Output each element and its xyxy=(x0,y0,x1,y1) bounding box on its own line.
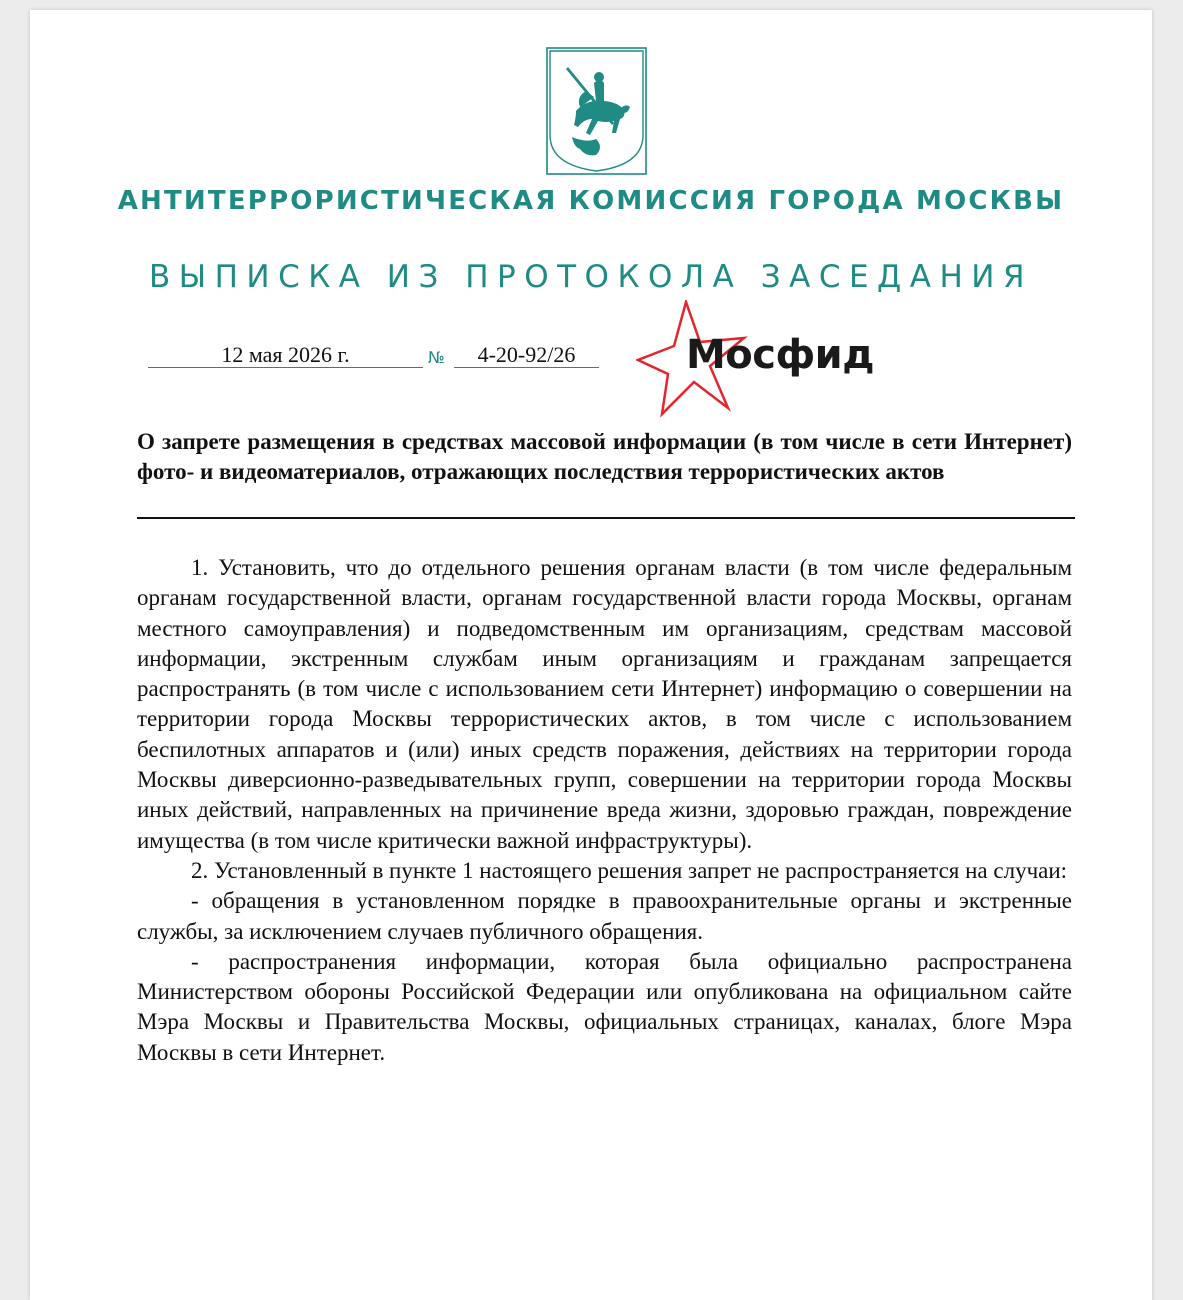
document-page xyxy=(30,10,1152,1300)
document-number: 4-20-92/26 xyxy=(454,342,599,368)
watermark-logo-text: Мосфид xyxy=(686,332,875,378)
subject-divider xyxy=(137,517,1075,519)
document-type-title: ВЫПИСКА ИЗ ПРОТОКОЛА ЗАСЕДАНИЯ xyxy=(148,259,1034,295)
number-sign: № xyxy=(428,348,445,367)
paragraph-2: 2. Установленный в пункте 1 настоящего решения запрет не распространяется на случаи: xyxy=(191,857,1068,883)
organization-title: АНТИТЕРРОРИСТИЧЕСКАЯ КОМИССИЯ ГОРОДА МОСКВЫ xyxy=(117,186,1065,216)
paragraph-4: - распространения информации, которая была официально распространена Министерством обороны Российской Федерации или опубликована на официальном сайте Мэра Москвы и Правительства Москвы, официальных страницах, каналах, блоге Мэра Москвы в сети Интернет. xyxy=(137,948,1072,1065)
document-date: 12 мая 2026 г. xyxy=(148,342,423,368)
document-body xyxy=(137,553,1072,1068)
paragraph-1: 1. Установить, что до отдельного решения органам власти (в том числе федеральным органам государственной власти, органам государственной власти города Москвы, органам местного самоуправления) и подведомственным им организациям, средствам массовой информации, экстренным службам иным организациям и гражданам запрещается распространять (в том числе с использованием сети Интернет) информацию о совершении на территории города Москвы террористических актов, в том числе с использованием беспилотных аппаратов и (или) иных средств поражения, действиях на территории города Москвы диверсионно-разведывательных групп, совершении на территории города Москвы иных действий, направленных на причинение вреда жизни, здоровью граждан, повреждение имущества (в том числе критически важной инфраструктуры). xyxy=(137,555,1072,853)
paragraph-3: - обращения в установленном порядке в правоохранительные органы и экстренные службы, за исключением случаев публичного обращения. xyxy=(137,888,1072,944)
moscow-coat-of-arms-icon xyxy=(546,47,647,175)
document-subject: О запрете размещения в средствах массовой информации (в том числе в сети Интернет) фото- и видеоматериалов, отражающих последствия террористических актов xyxy=(137,429,1072,484)
